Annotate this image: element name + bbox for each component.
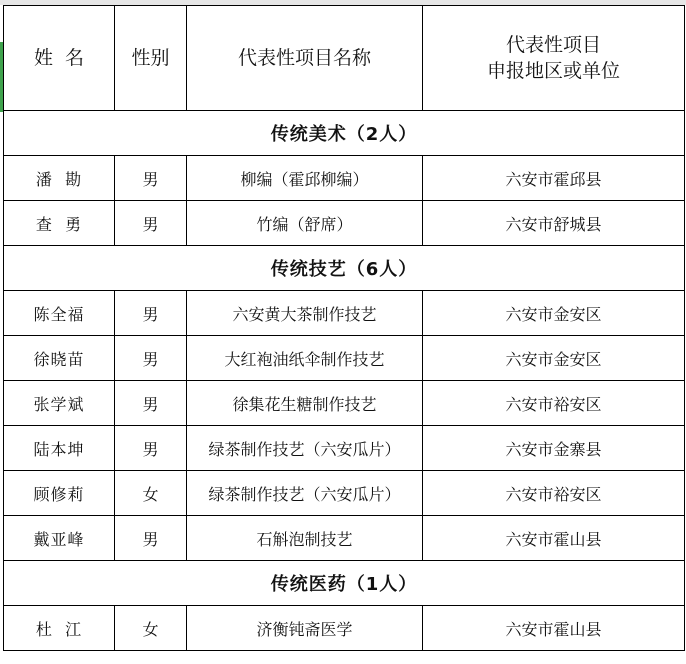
cell-gender: 男 bbox=[115, 426, 187, 471]
section-row bbox=[4, 561, 685, 606]
cell-name: 戴亚峰 bbox=[4, 516, 115, 561]
table-row bbox=[4, 471, 685, 516]
cell-region: 六安市金安区 bbox=[423, 291, 685, 336]
cell-name: 潘 勘 bbox=[4, 156, 115, 201]
cell-name: 徐晓苗 bbox=[4, 336, 115, 381]
section-row bbox=[4, 246, 685, 291]
header-region bbox=[423, 6, 685, 111]
section-title: 传统技艺（6人） bbox=[4, 246, 685, 291]
table-row bbox=[4, 606, 685, 651]
cell-name: 张学斌 bbox=[4, 381, 115, 426]
table-row bbox=[4, 336, 685, 381]
table-row bbox=[4, 201, 685, 246]
table-header-row bbox=[4, 6, 685, 111]
header-name: 姓 名 bbox=[4, 6, 115, 111]
cell-region: 六安市裕安区 bbox=[423, 381, 685, 426]
cell-name: 陆本坤 bbox=[4, 426, 115, 471]
cell-region: 六安市霍山县 bbox=[423, 516, 685, 561]
cell-gender: 男 bbox=[115, 201, 187, 246]
cell-gender: 女 bbox=[115, 606, 187, 651]
cell-region: 六安市霍山县 bbox=[423, 606, 685, 651]
header-gender: 性别 bbox=[115, 6, 187, 111]
inheritors-table bbox=[3, 5, 685, 651]
cell-project: 大红袍油纸伞制作技艺 bbox=[187, 336, 423, 381]
cell-region: 六安市金安区 bbox=[423, 336, 685, 381]
cell-project: 徐集花生糖制作技艺 bbox=[187, 381, 423, 426]
table-row bbox=[4, 291, 685, 336]
cell-project: 柳编（霍邱柳编） bbox=[187, 156, 423, 201]
table-row bbox=[4, 381, 685, 426]
cell-gender: 男 bbox=[115, 336, 187, 381]
cell-project: 绿茶制作技艺（六安瓜片） bbox=[187, 426, 423, 471]
cell-project: 竹编（舒席） bbox=[187, 201, 423, 246]
header-project: 代表性项目名称 bbox=[187, 6, 423, 111]
cell-name: 顾修莉 bbox=[4, 471, 115, 516]
cell-project: 济衡钝斋医学 bbox=[187, 606, 423, 651]
cell-name: 查 勇 bbox=[4, 201, 115, 246]
header-region-line2: 申报地区或单位 bbox=[486, 60, 620, 82]
section-title: 传统医药（1人） bbox=[4, 561, 685, 606]
table-row bbox=[4, 156, 685, 201]
cell-gender: 女 bbox=[115, 471, 187, 516]
table-row bbox=[4, 426, 685, 471]
cell-gender: 男 bbox=[115, 291, 187, 336]
cell-region: 六安市裕安区 bbox=[423, 471, 685, 516]
cell-name: 杜 江 bbox=[4, 606, 115, 651]
cell-project: 石斛泡制技艺 bbox=[187, 516, 423, 561]
cell-project: 绿茶制作技艺（六安瓜片） bbox=[187, 471, 423, 516]
cell-region: 六安市霍邱县 bbox=[423, 156, 685, 201]
cell-region: 六安市金寨县 bbox=[423, 426, 685, 471]
section-title: 传统美术（2人） bbox=[4, 111, 685, 156]
cell-project: 六安黄大茶制作技艺 bbox=[187, 291, 423, 336]
cell-gender: 男 bbox=[115, 516, 187, 561]
section-row bbox=[4, 111, 685, 156]
cell-name: 陈全福 bbox=[4, 291, 115, 336]
cell-gender: 男 bbox=[115, 156, 187, 201]
cell-region: 六安市舒城县 bbox=[423, 201, 685, 246]
table-row bbox=[4, 516, 685, 561]
header-region-line1: 代表性项目 bbox=[505, 34, 601, 56]
cell-gender: 男 bbox=[115, 381, 187, 426]
